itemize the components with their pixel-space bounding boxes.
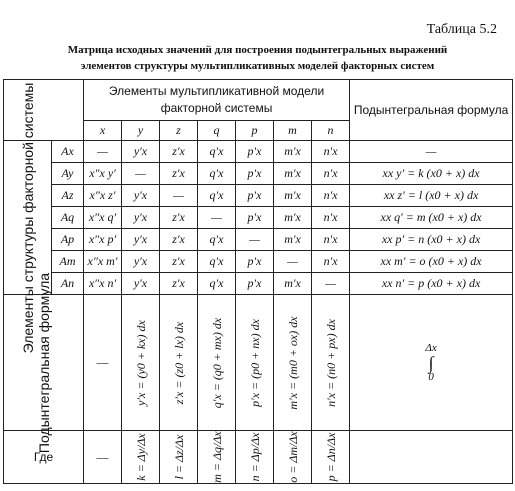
where-text: k = Δy/Δx (133, 433, 148, 481)
table-cell: p′x (236, 207, 274, 229)
formula-text: y′x = (y0 + kx) dx (133, 319, 148, 406)
col-header: p (236, 121, 274, 141)
table-cell: — (198, 207, 236, 229)
table-cell: x″x z′ (84, 185, 122, 207)
row-label: Az (52, 185, 84, 207)
formula-text: q′x = (q0 + mx) dx (209, 317, 224, 408)
elements-header: Элементы мультипликативной модели факторной системы (84, 80, 350, 121)
table-cell: y′x (122, 207, 160, 229)
table-cell: m′x (274, 229, 312, 251)
row-formula: — (350, 141, 513, 163)
table-cell: q′x (198, 163, 236, 185)
where-text: p = Δn/Δx (323, 432, 338, 482)
table-cell: y′x (122, 185, 160, 207)
table-cell: — (312, 273, 350, 295)
table-cell: q′x (198, 141, 236, 163)
table-cell: y′x (122, 251, 160, 273)
table-cell: m′x (274, 185, 312, 207)
table-cell: z′x (160, 229, 198, 251)
where-text: l = Δz/Δx (171, 434, 186, 480)
table-cell: q′x (198, 185, 236, 207)
col-header: x (84, 121, 122, 141)
integral-sign-icon: ∫ (428, 352, 434, 373)
integral-upper: Δx (425, 341, 437, 354)
where-cell: — (84, 431, 122, 484)
table-cell: m′x (274, 207, 312, 229)
where-text: m = Δq/Δx (209, 431, 224, 483)
where-empty-cell (350, 431, 513, 484)
formula-cell (312, 295, 350, 431)
col-header: z (160, 121, 198, 141)
row-formula: xx z′ = l (x0 + x) dx (350, 185, 513, 207)
formula-row-label: Подынтегральная формула (35, 272, 52, 453)
col-header: m (274, 121, 312, 141)
where-cell (198, 431, 236, 484)
integral-lower: 0 (428, 370, 434, 383)
table-cell: p′x (236, 251, 274, 273)
table-cell: q′x (198, 229, 236, 251)
table-cell: p′x (236, 185, 274, 207)
corner-cell-lower (4, 121, 84, 141)
formula-cell (274, 295, 312, 431)
table-cell: m′x (274, 141, 312, 163)
row-formula: xx n′ = p (x0 + x) dx (350, 273, 513, 295)
where-cell (312, 431, 350, 484)
where-cell (122, 431, 160, 484)
side-label-cell (4, 82, 52, 353)
formula-text: p′x = (p0 + nx) dx (247, 318, 262, 407)
table-cell: y′x (122, 229, 160, 251)
table-cell: x″x q′ (84, 207, 122, 229)
table-cell: x″x m′ (84, 251, 122, 273)
row-label: Aq (52, 207, 84, 229)
formula-cell (198, 295, 236, 431)
where-text: n = Δp/Δx (247, 432, 262, 482)
table-cell: n′x (312, 251, 350, 273)
table-cell: z′x (160, 163, 198, 185)
table-cell: p′x (236, 273, 274, 295)
table-cell: — (274, 251, 312, 273)
formula-cell (236, 295, 274, 431)
row-formula: xx p′ = n (x0 + x) dx (350, 229, 513, 251)
table-cell: p′x (236, 141, 274, 163)
col-header: y (122, 121, 160, 141)
where-cell (160, 431, 198, 484)
table-cell: q′x (198, 251, 236, 273)
formula-text: m′x = (m0 + ox) dx (285, 315, 300, 410)
table-cell: z′x (160, 141, 198, 163)
matrix-table (3, 79, 513, 484)
formula-text: z′x = (z0 + lx) dx (171, 321, 186, 404)
table-cell: q′x (198, 273, 236, 295)
table-cell: z′x (160, 273, 198, 295)
row-formula: xx y′ = k (x0 + x) dx (350, 163, 513, 185)
col-header: n (312, 121, 350, 141)
row-formula: xx q′ = m (x0 + x) dx (350, 207, 513, 229)
row-label: Ay (52, 163, 84, 185)
table-cell: x″x n′ (84, 273, 122, 295)
table-cell: n′x (312, 185, 350, 207)
table-cell: — (236, 229, 274, 251)
row-formula: xx m′ = o (x0 + x) dx (350, 251, 513, 273)
formula-text: n′x = (n0 + px) dx (323, 318, 338, 407)
table-cell: n′x (312, 163, 350, 185)
where-label: Где (4, 431, 84, 484)
table-title-line-1: Матрица исходных значений для построения подынтегральных выражений (67, 44, 448, 56)
where-cell (274, 431, 312, 484)
integral-cell (350, 295, 513, 431)
table-cell: z′x (160, 207, 198, 229)
formula-cell (122, 295, 160, 431)
table-cell: m′x (274, 163, 312, 185)
table-cell: n′x (312, 207, 350, 229)
formula-cell (160, 295, 198, 431)
table-cell: — (84, 141, 122, 163)
corner-cell (4, 80, 84, 121)
table-cell: x″x y′ (84, 163, 122, 185)
table-cell: x″x p′ (84, 229, 122, 251)
row-label: Ap (52, 229, 84, 251)
where-text: o = Δm/Δx (285, 431, 300, 483)
table-caption: Таблица 5.2 (426, 22, 497, 37)
table-cell: y′x (122, 141, 160, 163)
row-label: Ax (52, 141, 84, 163)
table-cell: — (122, 163, 160, 185)
table-cell: y′x (122, 273, 160, 295)
table-cell: z′x (160, 251, 198, 273)
formula-header: Подынтегральная формула (350, 80, 513, 141)
table-cell: n′x (312, 229, 350, 251)
table-cell: m′x (274, 273, 312, 295)
table-cell: n′x (312, 141, 350, 163)
formula-cell: — (84, 295, 122, 431)
table-cell: p′x (236, 163, 274, 185)
col-header: q (198, 121, 236, 141)
row-label: Am (52, 251, 84, 273)
side-label: Элементы структуры факторной системы (19, 82, 36, 353)
where-cell (236, 431, 274, 484)
table-cell: — (160, 185, 198, 207)
table-title-line-2: элементов структуры мультипликативных моделей факторных систем (80, 60, 435, 72)
row-label: An (52, 273, 84, 295)
